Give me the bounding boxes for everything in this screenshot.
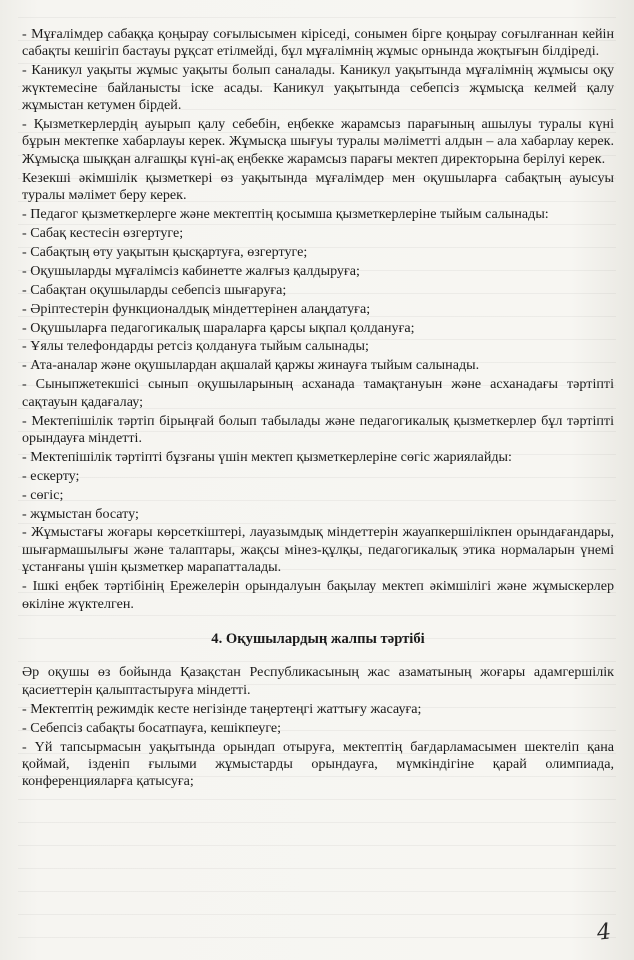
paragraph-reprimand-intro: - Мектепішілік тәртіпті бұзғаны үшін мектеп қызметкерлеріне сөгіс жариялайды: [22, 448, 512, 465]
paragraph-discipline: - Мектепішілік тәртіп бірыңғай болып табылады және педагогикалық қызметкерлер бұл тәртіпті орындауға міндетті. [22, 412, 614, 446]
list-item: - Оқушыларға педагогикалық шараларға қарсы ықпал қолдануға; [22, 319, 415, 336]
student-duties-list [22, 701, 614, 791]
paragraph-control: - Ішкі еңбек тәртібінің Ережелерін орындалуын бақылау мектеп әкімшілігі және жұмыскерлер өкіліне жүктелген. [22, 578, 614, 612]
page-number: 4 [595, 919, 613, 946]
list-item: - Сабақ кестесін өзгертуге; [22, 224, 184, 241]
paragraph-class-teacher: - Сыныпжетекшісі сынып оқушыларының асханада тамақтануын және асханадағы тәртіпті сақтауын қадағалау; [22, 376, 614, 410]
list-item: - ескерту; [22, 467, 80, 484]
document-body [22, 26, 614, 792]
paragraph-duty-admin: Кезекші әкімшілік қызметкері өз уақытында мұғалімдер мен оқушыларға сабақтың ауысуы туралы мәлімет беру керек. [22, 169, 614, 204]
list-item: - Сабақтың өту уақытын қысқартуға, өзгертуге; [22, 243, 308, 260]
list-item: - Мектептің режимдік кесте негізінде таңертеңгі жаттығу жасауға; [22, 700, 422, 717]
paragraph-teachers-start: - Мұғалімдер сабаққа қоңырау соғылысымен кіріседі, сонымен бірге қоңырау соғылғаннан кейін сабақты кешігіп бастауы рұқсат етілмейді, бұл мұғалімнің жұмыс орнында жоқтығын білдіреді. [22, 26, 614, 60]
list-item: - Ата-аналар және оқушылардан ақшалай қаржы жинауға тыйым салынады. [22, 357, 480, 374]
paragraph-rewards: - Жұмыстағы жоғары көрсеткіштері, лауазымдық міндеттерін жауапкершілікпен орындағандары, шығармашылығы және талаптары, жақсы мінез-құлқы, педагогикалық этика нормаларын үнемі ұстанғаны үшін қызметкер марапатталады. [22, 524, 614, 576]
list-item: - Ұялы телефондарды ретсіз қолдануға тыйым салынады; [22, 338, 369, 355]
paragraph-sick-leave: - Қызметкерлердің ауырып қалу себебін, еңбекке жарамсыз парағының ашылуы туралы күні бұрын мектепке хабарлауы керек. Жұмысқа шығуы туралы мәліметті алдын – ала хабарлау керек. Жұмысқа шыққан алғашқы күні-ақ еңбекке жарамсыз парағы мектеп директорына берілуі керек. [22, 116, 614, 167]
paragraph-vacation: - Каникул уақыты жұмыс уақыты болып саналады. Каникул уақытында мұғалімнің жұмысы оқу жүктемесіне байланысты іске асады. Каникул уақытында себепсіз жұмысқа келмей қалу жұмыстан кетумен бірдей. [22, 62, 614, 114]
list-item: - жұмыстан босату; [22, 505, 139, 522]
list-item: - Оқушыларды мұғалімсіз кабинетте жалғыз қалдыруға; [22, 262, 360, 279]
list-item: - сөгіс; [22, 486, 64, 503]
prohibitions-list [22, 225, 614, 375]
section-heading: 4. Оқушылардың жалпы тәртібі [211, 631, 425, 647]
penalties-list [22, 468, 614, 523]
list-item: - Үй тапсырмасын уақытында орындап отыруға, мектептің бағдарламасымен шектеліп қана қоймай, ізденіп ғылыми жұмыстарды орындауға, мүмкіндігіне қарай олимпиада, конференцияларға қатысуға; [22, 738, 614, 790]
paragraph-student-intro: Әр оқушы өз бойында Қазақстан Республикасының жас азаматының жоғары адамгершілік қасиеттерін қалыптастыруға міндетті. [22, 664, 614, 698]
list-item: - Себепсіз сабақты босатпауға, кешікпеуге; [22, 719, 282, 736]
paragraph-prohibitions-intro: - Педагог қызметкерлерге және мектептің қосымша қызметкерлеріне тыйым салынады: [22, 206, 549, 223]
list-item: - Сабақтан оқушыларды себепсіз шығаруға; [22, 281, 287, 298]
list-item: - Әріптестерін функционалдық міндеттерінен алаңдатуға; [22, 300, 371, 317]
